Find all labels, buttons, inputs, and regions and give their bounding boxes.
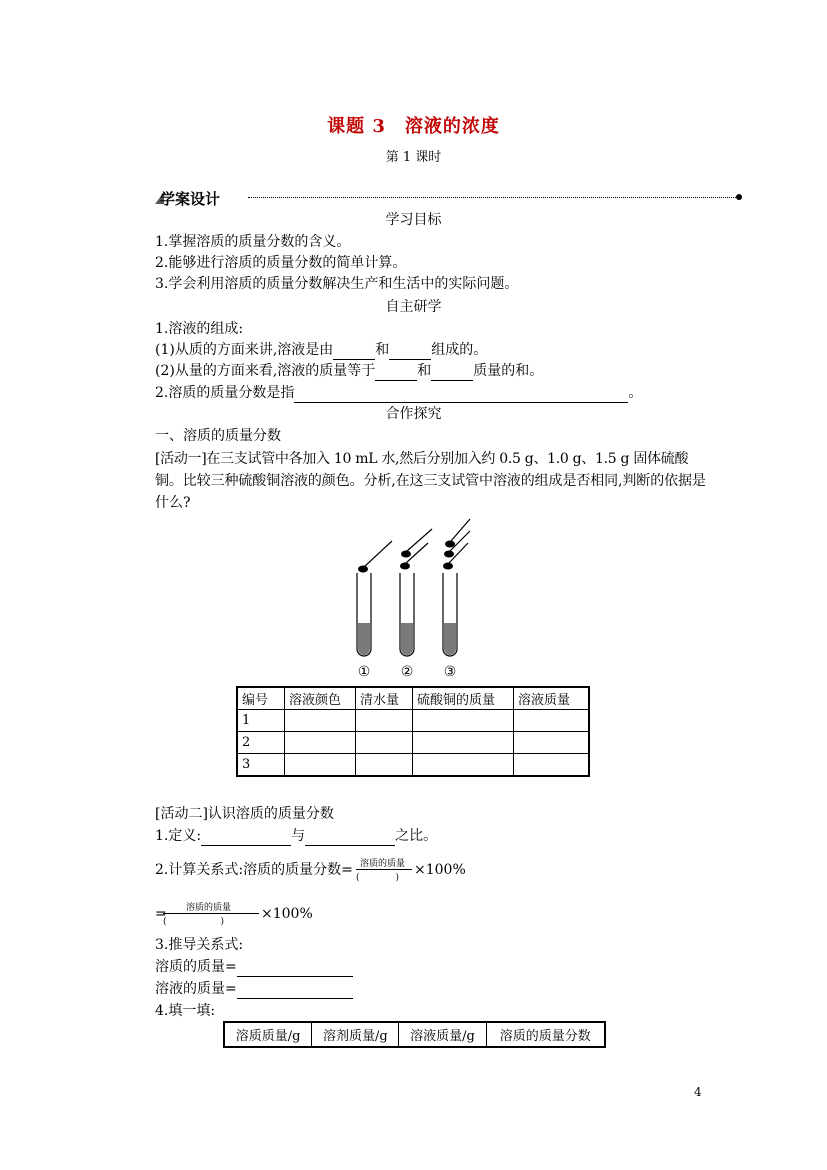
table-row [237, 732, 589, 754]
table-cell[interactable] [413, 732, 514, 754]
solution-2 [401, 623, 413, 655]
self-q1b-pre: (2)从量的方面来看,溶液的质量等于 [155, 363, 376, 379]
table-cell[interactable] [356, 710, 413, 732]
self-q2 [155, 383, 642, 403]
fill-table [223, 1021, 606, 1048]
self-q2-post: 。 [628, 385, 643, 401]
self-q1a-post: 组成的。 [431, 342, 488, 358]
tube-label-3: ③ [443, 664, 457, 680]
table-header: 溶质的质量分数 [486, 1022, 605, 1047]
experiment-table [236, 686, 590, 777]
equals-sign: = [155, 906, 167, 922]
blank-field[interactable] [201, 830, 291, 846]
activity1-line3: 什么? [155, 495, 191, 511]
banner-end-dot-icon [736, 194, 742, 200]
spoon-handle [407, 529, 432, 551]
table-header: 编号 [237, 687, 285, 710]
self-q1: 1.溶液的组成: [155, 321, 244, 337]
table-cell[interactable] [356, 754, 413, 777]
self-q1b-post: 质量的和。 [473, 363, 544, 379]
self-q1a-pre: (1)从质的方面来讲,溶液是由 [155, 342, 334, 358]
derive-solution [155, 979, 353, 999]
spoon-scoop-icon [401, 551, 411, 558]
table-header: 溶液质量 [514, 687, 590, 710]
activity2-heading: [活动二]认识溶质的质量分数 [155, 806, 334, 822]
spoon-scoop-icon [358, 566, 368, 573]
lesson-subtitle: 第 1 课时 [385, 150, 442, 165]
blank-field[interactable] [333, 344, 375, 360]
fraction-numerator: 溶质的质量 [360, 859, 406, 869]
table-header: 溶液质量/g [399, 1022, 486, 1047]
blank-field[interactable] [294, 387, 628, 403]
self-q1a [155, 340, 487, 360]
table-cell[interactable] [413, 754, 514, 777]
table-header: 硫酸铜的质量 [413, 687, 514, 710]
table-header: 溶质质量/g [224, 1022, 312, 1047]
goal-item-2: 2.能够进行溶质的质量分数的简单计算。 [155, 255, 407, 271]
table-row [237, 710, 589, 732]
table-cell[interactable] [514, 710, 590, 732]
tube-label-2: ② [400, 664, 414, 680]
table-cell[interactable] [285, 732, 356, 754]
self-q1b [155, 361, 543, 381]
blank-field[interactable] [305, 830, 395, 846]
derive-heading: 3.推导关系式: [155, 937, 244, 953]
spoon-scoop-icon [444, 551, 454, 558]
spoon-handle [364, 541, 392, 567]
section-one-heading: 一、溶质的质量分数 [155, 428, 281, 444]
definition-line [155, 826, 437, 846]
goals-heading: 学习目标 [385, 212, 442, 228]
table-cell[interactable] [285, 754, 356, 777]
spoon-scoop-icon [445, 541, 455, 548]
tube-label-1: ① [357, 664, 371, 680]
table-header-row [224, 1022, 605, 1047]
derive-solution-label: 溶液的质量= [155, 981, 237, 997]
table-cell[interactable] [413, 710, 514, 732]
table-header: 溶剂质量/g [312, 1022, 399, 1047]
blank-field[interactable] [389, 344, 431, 360]
table-cell[interactable] [514, 754, 590, 777]
blank-field[interactable] [431, 365, 473, 381]
table-cell: 3 [237, 754, 285, 777]
fill-heading: 4.填一填: [155, 1003, 216, 1019]
table-header: 清水量 [356, 687, 413, 710]
spoon-handle [451, 519, 470, 541]
derive-solute-label: 溶质的质量= [155, 959, 237, 975]
solution-1 [358, 623, 370, 655]
goal-item-3: 3.学会利用溶质的质量分数解决生产和生活中的实际问题。 [155, 276, 519, 292]
self-q1a-mid: 和 [375, 342, 390, 358]
table-header-row [237, 687, 589, 710]
banner-dotted-line [248, 197, 736, 198]
times-100-percent: ×100% [414, 862, 466, 878]
blank-field[interactable] [375, 365, 417, 381]
spoon-scoop-icon [443, 563, 453, 570]
table-cell[interactable] [356, 732, 413, 754]
definition-pre: 1.定义: [155, 828, 202, 844]
self-q2-pre: 2.溶质的质量分数是指 [155, 385, 295, 401]
activity1-line2: 铜。比较三种硫酸铜溶液的颜色。分析,在这三支试管中溶液的组成是否相同,判断的依据是 [155, 473, 706, 489]
spoon-handle [450, 531, 470, 551]
table-cell: 2 [237, 732, 285, 754]
table-cell: 1 [237, 710, 285, 732]
table-cell[interactable] [514, 732, 590, 754]
page-title: 课题 3 溶液的浓度 [327, 116, 500, 137]
derive-solute [155, 957, 353, 977]
fraction-denominator: ( ) [163, 917, 225, 927]
self-q1b-mid: 和 [417, 363, 432, 379]
spoon-scoop-icon [400, 563, 410, 570]
table-cell[interactable] [285, 710, 356, 732]
activity1-line1: [活动一]在三支试管中各加入 10 mL 水,然后分别加入约 0.5 g、1.0 g、1.5 g 固体硫酸 [155, 451, 689, 467]
definition-mid: 与 [291, 828, 306, 844]
self-study-heading: 自主研学 [385, 299, 442, 315]
table-row [237, 754, 589, 777]
calc-formula-label: 2.计算关系式:溶质的质量分数= [155, 862, 353, 878]
blank-field[interactable] [237, 961, 353, 977]
blank-field[interactable] [237, 983, 353, 999]
fraction-numerator: 溶质的质量 [186, 903, 232, 913]
cooperation-heading: 合作探究 [385, 406, 442, 422]
banner-label: 学案设计 [160, 190, 221, 208]
solution-3 [444, 623, 456, 655]
times-100-percent: ×100% [261, 906, 313, 922]
definition-post: 之比。 [395, 828, 438, 844]
table-header: 溶液颜色 [285, 687, 356, 710]
fraction-denominator: ( ) [356, 873, 400, 883]
goal-item-1: 1.掌握溶质的质量分数的含义。 [155, 234, 351, 250]
test-tubes-illustration [340, 515, 500, 685]
page-number: 4 [694, 1085, 702, 1099]
